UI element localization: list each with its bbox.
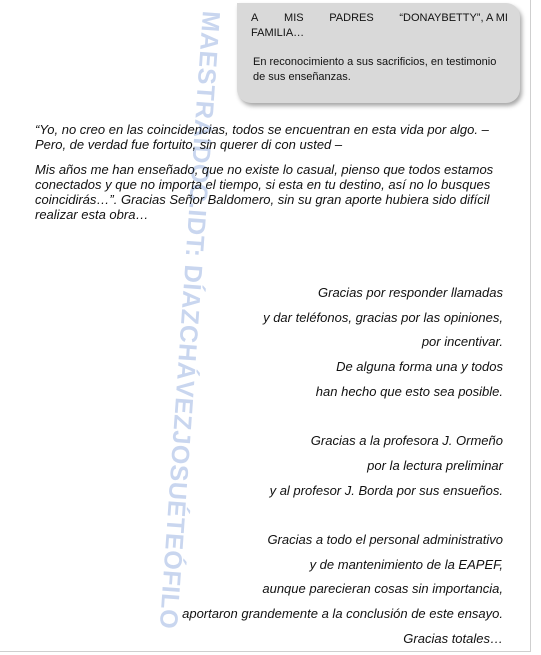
dedication-word: “DONAYBETTY”, A MI <box>399 12 508 24</box>
paragraph-line: realizar esta obra… <box>35 207 149 222</box>
quote-line: Pero, de verdad fue fortuito, sin querer di con usted – <box>35 137 343 152</box>
dedication-note-line: En reconocimiento a sus sacrificios, en testimonio <box>253 56 497 68</box>
thanks-spacer <box>83 507 503 532</box>
thanks-line: y de mantenimiento de la EAPEF, <box>309 556 503 572</box>
thanks-line: y dar teléfonos, gracias por las opiniones, <box>263 309 503 325</box>
thanks-line: Gracias por responder llamadas <box>318 285 503 300</box>
dedication-line-2: FAMILIA… <box>251 27 305 39</box>
dedication-word: MIS <box>284 12 304 24</box>
thanks-spacer <box>83 408 503 433</box>
thanks-line: y al profesor J. Borda por sus ensueños. <box>269 482 503 498</box>
thanks-line: por la lectura preliminar <box>367 457 503 473</box>
thanks-line: han hecho que esto sea posible. <box>315 383 503 399</box>
thanks-section <box>83 285 503 655</box>
dedication-note-line: de sus enseñanzas. <box>253 71 351 83</box>
acknowledgement-paragraph <box>35 162 505 222</box>
watermark-text: MAESTRAIDOC.IDT: DÍAZCHÁVEZJOSUÉTEÓFILO <box>153 10 225 631</box>
paragraph-line: Mis años me han enseñado, que no existe lo casual, pienso que todos estamos <box>35 162 494 177</box>
dedication-word: PADRES <box>329 12 374 24</box>
thanks-line: por incentivar. <box>421 334 503 350</box>
thanks-line: aunque parecieran cosas sin importancia, <box>262 581 503 597</box>
paragraph-line: coincidirás…”. Gracias Señor Baldomero, sin su gran aporte hubiera sido difícil <box>35 192 490 207</box>
dedication-box <box>237 3 520 103</box>
dedication-note <box>251 55 508 85</box>
thanks-line: De alguna forma una y todos <box>336 359 503 375</box>
thanks-line: aportaron grandemente a la conclusión de este ensayo. <box>182 605 503 621</box>
dedication-word: A <box>251 12 259 24</box>
paragraph-line: conectados y que no importa el tiempo, si esta en tu destino, así no lo busques <box>35 177 491 192</box>
quote-line: “Yo, no creo en las coincidencias, todos se encuentran en esta vida por algo. – <box>35 122 489 137</box>
thanks-line: Gracias a todo el personal administrativo <box>267 531 503 547</box>
dedication-line-1 <box>251 11 508 26</box>
thanks-line: Gracias totales… <box>403 630 503 646</box>
epigraph-quote <box>35 122 505 152</box>
thanks-line: Gracias a la profesora J. Ormeño <box>310 433 503 449</box>
